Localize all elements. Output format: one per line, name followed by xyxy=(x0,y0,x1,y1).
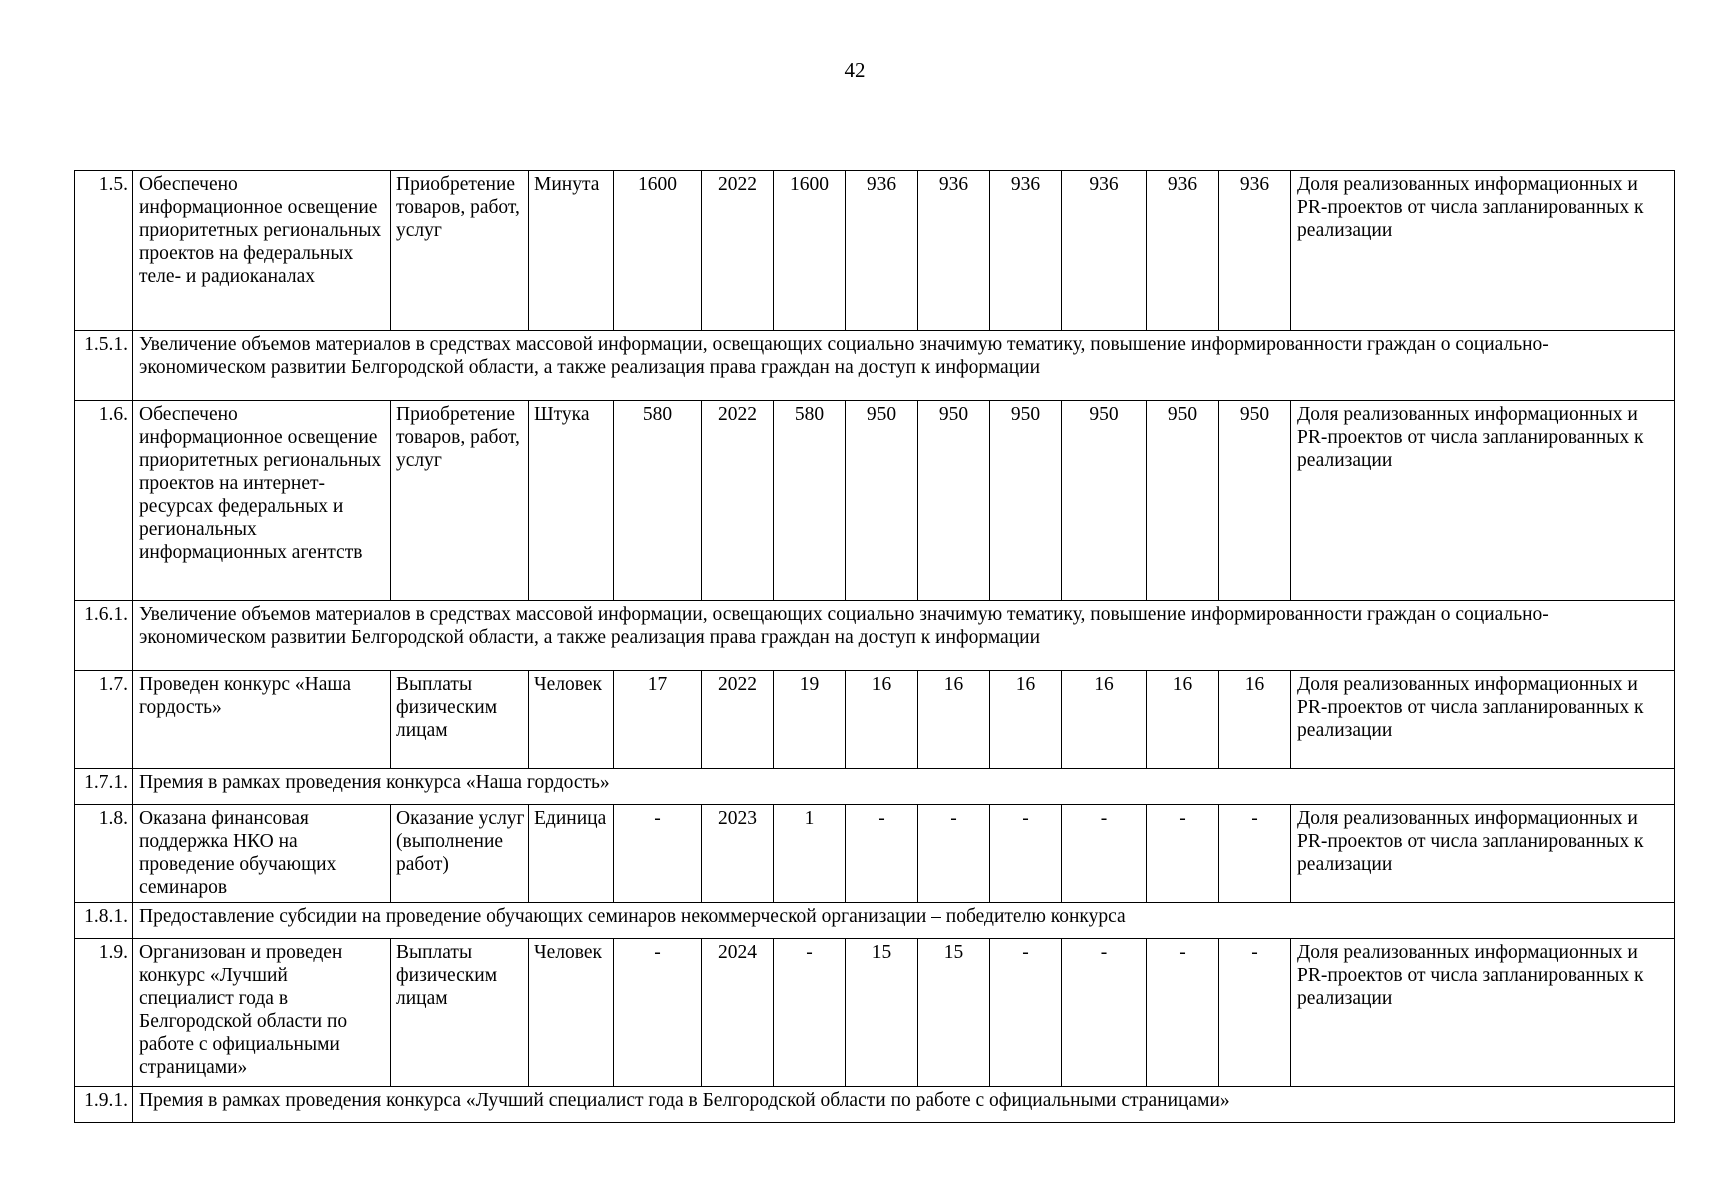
base-year-cell: 2024 xyxy=(702,939,774,1087)
row-code-cell: 1.5. xyxy=(75,171,133,331)
year-value-cell: 936 xyxy=(1062,171,1147,331)
row-code-cell: 1.6. xyxy=(75,401,133,601)
measure-name-cell: Обеспечено информационное освещение приоритетных региональных проектов на федеральных теле- и радиоканалах xyxy=(133,171,391,331)
year-value-cell: - xyxy=(1062,805,1147,903)
indicator-cell: Доля реализованных информационных и PR-проектов от числа запланированных к реализации xyxy=(1291,671,1675,769)
year-value-cell: - xyxy=(1219,805,1291,903)
table-row-measure xyxy=(75,805,1675,903)
year-value-cell: - xyxy=(1147,805,1219,903)
page-number: 42 xyxy=(844,58,866,82)
indicator-cell: Доля реализованных информационных и PR-проектов от числа запланированных к реализации xyxy=(1291,171,1675,331)
subitem-text-cell: Премия в рамках проведения конкурса «Лучший специалист года в Белгородской области по работе с официальными страницами» xyxy=(133,1087,1675,1123)
base-year-cell: 2022 xyxy=(702,671,774,769)
unit-cell: Минута xyxy=(529,171,614,331)
table-row-subitem xyxy=(75,769,1675,805)
row-code-cell: 1.7.1. xyxy=(75,769,133,805)
subitem-text-cell: Увеличение объемов материалов в средствах массовой информации, освещающих социально значимую тематику, повышение информированности граждан о социально-экономическом развитии Белгородской области, а также реализация права граждан на доступ к информации xyxy=(133,601,1675,671)
unit-cell: Единица xyxy=(529,805,614,903)
year-value-cell: 19 xyxy=(774,671,846,769)
year-value-cell: 1 xyxy=(774,805,846,903)
year-value-cell: 16 xyxy=(1062,671,1147,769)
year-value-cell: 950 xyxy=(918,401,990,601)
expense-category-cell: Выплаты физическим лицам xyxy=(391,671,529,769)
year-value-cell: - xyxy=(1062,939,1147,1087)
expense-category-cell: Приобретение товаров, работ, услуг xyxy=(391,401,529,601)
year-value-cell: 950 xyxy=(846,401,918,601)
year-value-cell: 16 xyxy=(1147,671,1219,769)
table-row-subitem xyxy=(75,601,1675,671)
year-value-cell: 15 xyxy=(846,939,918,1087)
row-code-cell: 1.5.1. xyxy=(75,331,133,401)
year-value-cell: 16 xyxy=(846,671,918,769)
row-code-cell: 1.9. xyxy=(75,939,133,1087)
indicator-cell: Доля реализованных информационных и PR-проектов от числа запланированных к реализации xyxy=(1291,401,1675,601)
year-value-cell: - xyxy=(1147,939,1219,1087)
year-value-cell: - xyxy=(1219,939,1291,1087)
measure-name-cell: Оказана финансовая поддержка НКО на проведение обучающих семинаров xyxy=(133,805,391,903)
unit-cell: Штука xyxy=(529,401,614,601)
row-code-cell: 1.8.1. xyxy=(75,903,133,939)
year-value-cell: - xyxy=(990,939,1062,1087)
unit-cell: Человек xyxy=(529,939,614,1087)
table-row-subitem xyxy=(75,903,1675,939)
year-value-cell: 950 xyxy=(990,401,1062,601)
measure-name-cell: Проведен конкурс «Наша гордость» xyxy=(133,671,391,769)
base-value-cell: 17 xyxy=(614,671,702,769)
measure-name-cell: Обеспечено информационное освещение приоритетных региональных проектов на интернет-ресурсах федеральных и региональных информационных агентств xyxy=(133,401,391,601)
unit-cell: Человек xyxy=(529,671,614,769)
base-value-cell: 580 xyxy=(614,401,702,601)
base-value-cell: - xyxy=(614,939,702,1087)
subitem-text-cell: Премия в рамках проведения конкурса «Наша гордость» xyxy=(133,769,1675,805)
expense-category-cell: Выплаты физическим лицам xyxy=(391,939,529,1087)
year-value-cell: 936 xyxy=(918,171,990,331)
table-row-subitem xyxy=(75,331,1675,401)
subitem-text-cell: Предоставление субсидии на проведение обучающих семинаров некоммерческой организации – победителю конкурса xyxy=(133,903,1675,939)
base-year-cell: 2022 xyxy=(702,171,774,331)
year-value-cell: 936 xyxy=(1219,171,1291,331)
table-row-measure xyxy=(75,401,1675,601)
year-value-cell: 1600 xyxy=(774,171,846,331)
expense-category-cell: Оказание услуг (выполнение работ) xyxy=(391,805,529,903)
row-code-cell: 1.9.1. xyxy=(75,1087,133,1123)
table-body xyxy=(75,171,1675,1123)
year-value-cell: 15 xyxy=(918,939,990,1087)
expense-category-cell: Приобретение товаров, работ, услуг xyxy=(391,171,529,331)
year-value-cell: - xyxy=(774,939,846,1087)
year-value-cell: 16 xyxy=(918,671,990,769)
table-row-measure xyxy=(75,171,1675,331)
year-value-cell: 950 xyxy=(1062,401,1147,601)
year-value-cell: 936 xyxy=(1147,171,1219,331)
indicator-cell: Доля реализованных информационных и PR-проектов от числа запланированных к реализации xyxy=(1291,805,1675,903)
row-code-cell: 1.7. xyxy=(75,671,133,769)
year-value-cell: 16 xyxy=(1219,671,1291,769)
year-value-cell: 16 xyxy=(990,671,1062,769)
base-value-cell: 1600 xyxy=(614,171,702,331)
base-value-cell: - xyxy=(614,805,702,903)
row-code-cell: 1.8. xyxy=(75,805,133,903)
year-value-cell: 580 xyxy=(774,401,846,601)
year-value-cell: 936 xyxy=(990,171,1062,331)
year-value-cell: - xyxy=(918,805,990,903)
year-value-cell: 950 xyxy=(1147,401,1219,601)
indicator-cell: Доля реализованных информационных и PR-проектов от числа запланированных к реализации xyxy=(1291,939,1675,1087)
base-year-cell: 2022 xyxy=(702,401,774,601)
year-value-cell: 936 xyxy=(846,171,918,331)
subitem-text-cell: Увеличение объемов материалов в средствах массовой информации, освещающих социально значимую тематику, повышение информированности граждан о социально-экономическом развитии Белгородской области, а также реализация права граждан на доступ к информации xyxy=(133,331,1675,401)
year-value-cell: - xyxy=(990,805,1062,903)
row-code-cell: 1.6.1. xyxy=(75,601,133,671)
table-row-subitem xyxy=(75,1087,1675,1123)
year-value-cell: 950 xyxy=(1219,401,1291,601)
year-value-cell: - xyxy=(846,805,918,903)
base-year-cell: 2023 xyxy=(702,805,774,903)
measure-name-cell: Организован и проведен конкурс «Лучший специалист года в Белгородской области по работе с официальными страницами» xyxy=(133,939,391,1087)
results-table xyxy=(74,170,1675,1123)
table-row-measure xyxy=(75,671,1675,769)
table-row-measure xyxy=(75,939,1675,1087)
